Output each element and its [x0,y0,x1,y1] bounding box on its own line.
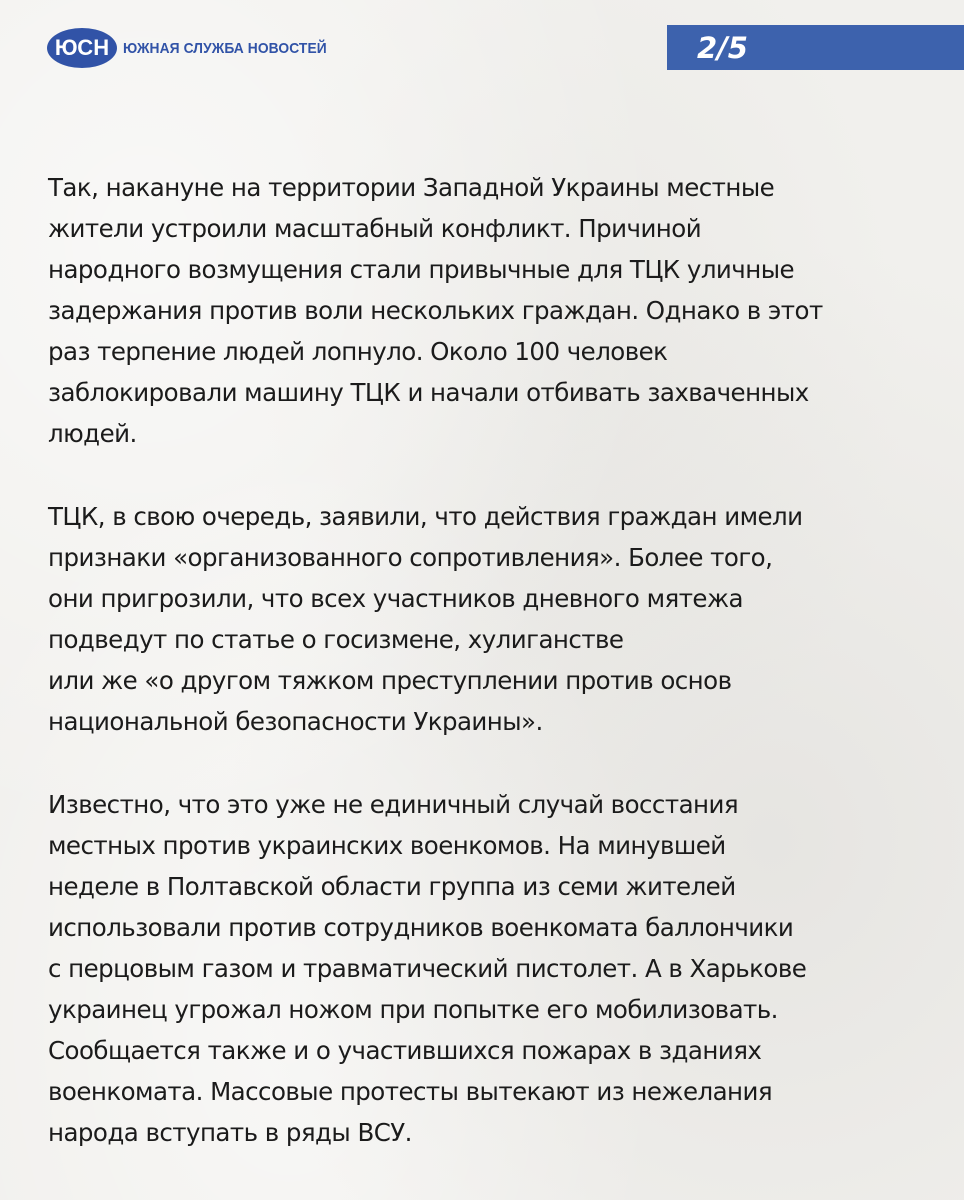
text-line: заблокировали машину ТЦК и начали отбивать захваченных [48,378,809,407]
text-line: людей. [48,419,137,448]
text-line: местных против украинских военкомов. На минувшей [48,831,726,860]
text-line: Так, накануне на территории Западной Украины местные [48,173,775,202]
text-line: украинец угрожал ножом при попытке его мобилизовать. [48,995,778,1024]
text-line: раз терпение людей лопнуло. Около 100 человек [48,337,668,366]
text-line: они пригрозили, что всех участников дневного мятежа [48,584,743,613]
text-line: военкомата. Массовые протесты вытекают из нежелания [48,1077,773,1106]
text-line: Известно, что это уже не единичный случай восстания [48,790,739,819]
logo-name: ЮЖНАЯ СЛУЖБА НОВОСТЕЙ [123,39,327,57]
text-line: Сообщается также и о участившихся пожарах в зданиях [48,1036,762,1065]
text-line: или же «о другом тяжком преступлении против основ [48,666,732,695]
text-line: подведут по статье о госизмене, хулиганстве [48,625,624,654]
text-line: жители устроили масштабный конфликт. Причиной [48,214,702,243]
text-line: признаки «организованного сопротивления». Более того, [48,543,773,572]
paragraph-3 [48,784,928,1153]
page-counter [667,25,964,70]
paragraph-2 [48,496,928,742]
text-line: неделе в Полтавской области группа из семи жителей [48,872,736,901]
page-counter-label: 2/5 [697,30,748,65]
header [0,0,964,100]
brand-logo [47,28,344,68]
article-body [48,167,928,1195]
text-line: задержания против воли нескольких граждан. Однако в этот [48,296,823,325]
text-line: использовали против сотрудников военкомата баллончики [48,913,794,942]
text-line: ТЦК, в свою очередь, заявили, что действия граждан имели [48,502,803,531]
logo-abbreviation: ЮСН [54,35,110,60]
text-line: национальной безопасности Украины». [48,707,543,736]
text-line: народа вступать в ряды ВСУ. [48,1118,412,1147]
text-line: с перцовым газом и травматический пистолет. А в Харькове [48,954,807,983]
logo-badge [47,28,117,68]
paragraph-1 [48,167,928,454]
text-line: народного возмущения стали привычные для ТЦК уличные [48,255,795,284]
